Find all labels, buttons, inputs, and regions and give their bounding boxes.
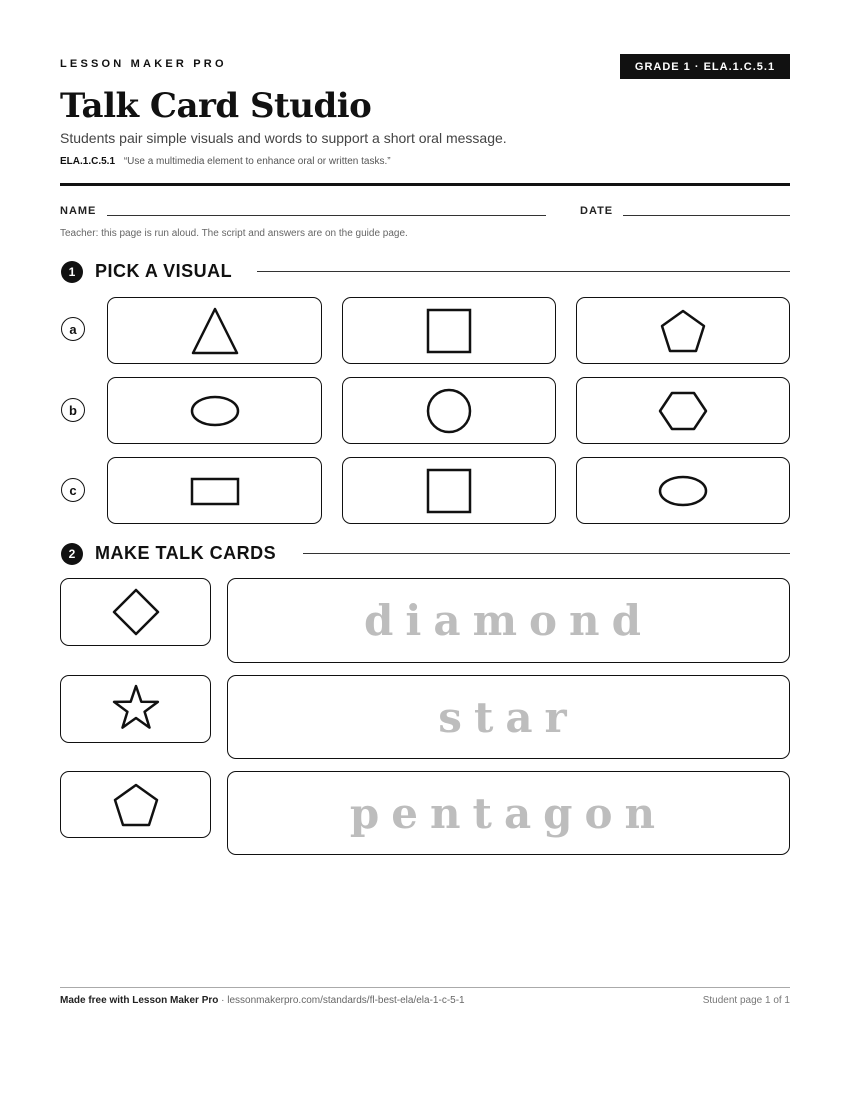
teacher-note: Teacher: this page is run aloud. The script and answers are on the guide page. [60,228,408,239]
pentagon-icon [653,303,713,359]
visual-option-b2[interactable] [342,377,556,444]
talk-card-visual-3[interactable] [60,771,211,838]
section-1-number: 1 [61,261,83,283]
visual-option-a3[interactable] [576,297,790,364]
diamond-icon [106,584,166,640]
date-label: DATE [580,205,614,217]
footer-made-with: Made free with Lesson Maker Pro [60,995,219,1006]
row-label-c: c [61,478,85,502]
visual-option-b1[interactable] [107,377,322,444]
star-icon [106,681,166,737]
visual-option-a2[interactable] [342,297,556,364]
grade-badge: GRADE 1 · ELA.1.C.5.1 [620,54,790,79]
square-icon [419,303,479,359]
talk-card-word-text: star [438,692,579,742]
triangle-icon [185,303,245,359]
page-subtitle: Students pair simple visuals and words to support a short oral message. [60,130,507,146]
section-1-rule [257,271,790,272]
footer-page-number: Student page 1 of 1 [702,995,790,1006]
visual-option-c3[interactable] [576,457,790,524]
talk-card-visual-2[interactable] [60,675,211,743]
hexagon-icon [653,383,713,439]
oval-icon [185,383,245,439]
talk-card-word-text: diamond [364,596,653,645]
talk-card-word-text: pentagon [349,788,668,838]
date-field[interactable] [623,215,790,216]
footer-divider [60,987,790,988]
section-2-rule [303,553,790,554]
standard-line [60,156,391,167]
footer-url[interactable]: · lessonmakerpro.com/standards/fl-best-ela/ela-1-c-5-1 [218,995,465,1006]
talk-card-word-1[interactable] [227,578,790,663]
section-1-title: PICK A VISUAL [95,261,233,281]
oval-icon [653,463,713,519]
talk-card-visual-1[interactable] [60,578,211,646]
section-2-title: MAKE TALK CARDS [95,543,277,563]
name-label: NAME [60,205,97,217]
visual-option-c2[interactable] [342,457,556,524]
talk-card-word-3[interactable] [227,771,790,855]
section-2-number: 2 [61,543,83,565]
pentagon-icon [106,777,166,833]
footer-credit [60,995,465,1006]
square-icon [419,463,479,519]
row-label-b: b [61,398,85,422]
visual-option-a1[interactable] [107,297,322,364]
circle-icon [419,383,479,439]
name-field[interactable] [107,215,546,216]
standard-text: “Use a multimedia element to enhance oral or written tasks.” [123,156,391,167]
talk-card-word-2[interactable] [227,675,790,759]
header-divider [60,183,790,186]
standard-code: ELA.1.C.5.1 [60,156,116,167]
brand-name: LESSON MAKER PRO [60,58,227,70]
visual-option-b3[interactable] [576,377,790,444]
page-title: Talk Card Studio [60,86,372,126]
rectangle-icon [185,463,245,519]
visual-option-c1[interactable] [107,457,322,524]
row-label-a: a [61,317,85,341]
